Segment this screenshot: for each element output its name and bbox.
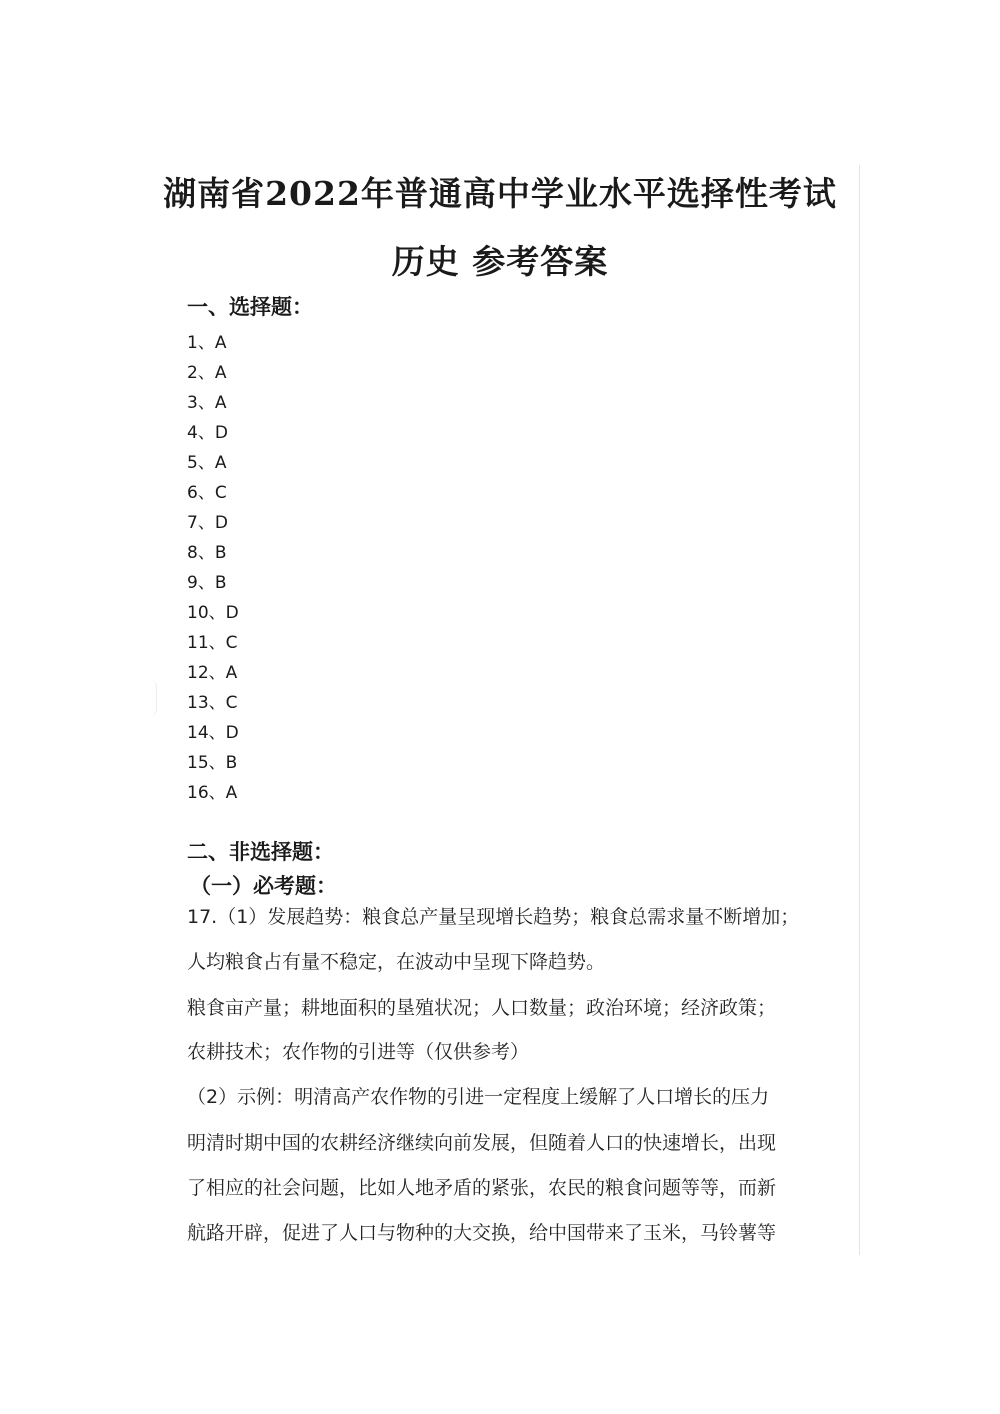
answer-item xyxy=(187,390,226,414)
answer-number: 3 xyxy=(187,393,198,413)
answer-choice: D xyxy=(225,603,239,623)
answer-text-line: 航路开辟，促进了人口与物种的大交换，给中国带来了玉米，马铃薯等 xyxy=(187,1222,777,1244)
page-edge-line xyxy=(859,165,860,1255)
answer-separator: 、 xyxy=(197,363,215,383)
answer-separator: 、 xyxy=(208,723,226,743)
answer-choice: B xyxy=(214,543,227,563)
answer-number: 9 xyxy=(187,573,198,593)
answer-item xyxy=(187,450,226,474)
answer-text-line: 农耕技术；农作物的引进等（仅供参考） xyxy=(187,1041,530,1063)
answer-number: 11 xyxy=(187,633,209,653)
answer-choice: D xyxy=(214,423,228,443)
answer-item xyxy=(187,420,228,444)
answer-number: 4 xyxy=(187,423,198,443)
subsection-heading-required: （一）必考题： xyxy=(190,873,337,898)
answer-item xyxy=(187,750,237,774)
answer-number: 16 xyxy=(187,783,209,803)
answer-separator: 、 xyxy=(208,603,226,623)
answer-choice: C xyxy=(214,483,227,503)
answer-separator: 、 xyxy=(197,573,215,593)
answer-text-line: 人均粮食占有量不稳定，在波动中呈现下降趋势。 xyxy=(187,951,606,973)
answer-choice: B xyxy=(214,573,227,593)
answer-number: 14 xyxy=(187,723,209,743)
answer-separator: 、 xyxy=(197,393,215,413)
answer-choice: A xyxy=(214,393,227,413)
answer-separator: 、 xyxy=(197,483,215,503)
answer-choice: C xyxy=(225,633,238,653)
answer-choice: A xyxy=(214,333,227,353)
answer-item xyxy=(187,600,239,624)
answer-number: 2 xyxy=(187,363,198,383)
answer-choice: A xyxy=(225,783,238,803)
scan-artifact-mark xyxy=(150,680,157,716)
answer-number: 1 xyxy=(187,333,198,353)
answer-choice: B xyxy=(225,753,238,773)
answer-item xyxy=(187,480,227,504)
answer-text-line: 17.（1）发展趋势：粮食总产量呈现增长趋势；粮食总需求量不断增加； xyxy=(187,906,800,928)
answer-item xyxy=(187,360,226,384)
answer-separator: 、 xyxy=(208,693,226,713)
answer-number: 7 xyxy=(187,513,198,533)
answer-separator: 、 xyxy=(208,633,226,653)
section-heading-nonchoice: 二、非选择题： xyxy=(187,839,334,864)
answer-separator: 、 xyxy=(208,663,226,683)
answer-item xyxy=(187,570,227,594)
answer-choice: A xyxy=(214,453,227,473)
answer-number: 8 xyxy=(187,543,198,563)
answer-choice: A xyxy=(225,663,238,683)
answer-separator: 、 xyxy=(197,543,215,563)
answer-text-line: 粮食亩产量；耕地面积的垦殖状况；人口数量；政治环境；经济政策； xyxy=(187,997,777,1019)
answer-item xyxy=(187,780,237,804)
answer-item xyxy=(187,720,239,744)
answer-separator: 、 xyxy=(208,783,226,803)
answer-separator: 、 xyxy=(197,333,215,353)
answer-text-line: 明清时期中国的农耕经济继续向前发展，但随着人口的快速增长，出现 xyxy=(187,1132,777,1154)
answer-item xyxy=(187,690,238,714)
answer-item xyxy=(187,510,228,534)
answer-number: 10 xyxy=(187,603,209,623)
answer-number: 15 xyxy=(187,753,209,773)
answer-separator: 、 xyxy=(208,753,226,773)
answer-separator: 、 xyxy=(197,513,215,533)
answer-item xyxy=(187,330,226,354)
answer-text-line: 了相应的社会问题，比如人地矛盾的紧张，农民的粮食问题等等，而新 xyxy=(187,1177,777,1199)
answer-number: 13 xyxy=(187,693,209,713)
section-heading-choice: 一、选择题： xyxy=(187,294,313,319)
answer-choice: D xyxy=(225,723,239,743)
answer-text-line: （2）示例：明清高产农作物的引进一定程度上缓解了人口增长的压力 xyxy=(187,1086,770,1108)
document-title: 湖南省2022年普通高中学业水平选择性考试 xyxy=(163,174,837,213)
answer-separator: 、 xyxy=(197,453,215,473)
document-subtitle: 历史 参考答案 xyxy=(391,242,609,281)
answer-choice: A xyxy=(214,363,227,383)
answer-number: 6 xyxy=(187,483,198,503)
answer-item xyxy=(187,660,237,684)
answer-number: 12 xyxy=(187,663,209,683)
answer-choice: C xyxy=(225,693,238,713)
answer-separator: 、 xyxy=(197,423,215,443)
answer-item xyxy=(187,540,227,564)
answer-choice: D xyxy=(214,513,228,533)
answer-number: 5 xyxy=(187,453,198,473)
answer-item xyxy=(187,630,238,654)
